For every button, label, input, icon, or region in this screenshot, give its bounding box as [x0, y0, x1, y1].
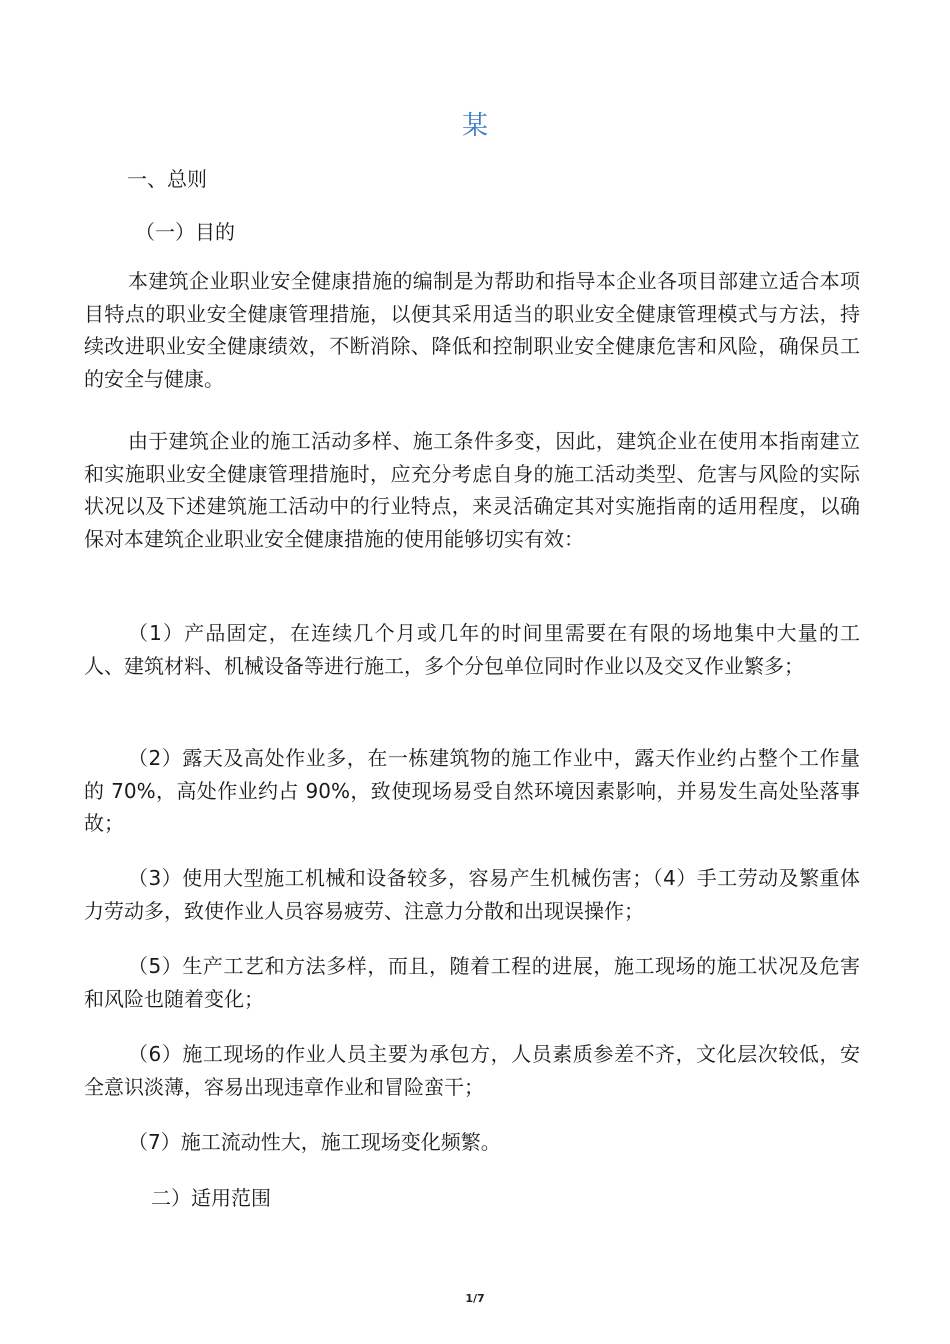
paragraph-usage-guidance: 由于建筑企业的施工活动多样、施工条件多变，因此，建筑企业在使用本指南建立和实施职业安全健康管理措施时，应充分考虑自身的施工活动类型、危害与风险的实际状况以及下述建筑施工活动中的行业特点，来灵活确定其对实施指南的适用程度，以确保对本建筑企业职业安全健康措施的使用能够切实有效： — [84, 429, 860, 551]
page-number: 1/7 — [465, 1292, 485, 1305]
paragraph-item-2: （2）露天及高处作业多，在一栋建筑物的施工作业中，露天作业约占整个工作量的 70%，高处作业约占 90%，致使现场易受自然环境因素影响，并易发生高处坠落事故； — [84, 746, 860, 835]
paragraph-item-7: （7）施工流动性大，施工现场变化频繁。 — [128, 1130, 501, 1154]
paragraph-purpose-intro: 本建筑企业职业安全健康措施的编制是为帮助和指导本企业各项目部建立适合本项目特点的职业安全健康管理措施，以便其采用适当的职业安全健康管理模式与方法，持续改进职业安全健康绩效，不断消除、降低和控制职业安全健康危害和风险，确保员工的安全与健康。 — [84, 269, 860, 391]
paragraph-item-5: （5）生产工艺和方法多样，而且，随着工程的进展，施工现场的施工状况及危害和风险也随着变化； — [84, 954, 860, 1011]
heading-general: 一、总则 — [127, 167, 207, 191]
paragraph-item-1: （1）产品固定，在连续几个月或几年的时间里需要在有限的场地集中大量的工人、建筑材料、机械设备等进行施工，多个分包单位同时作业以及交叉作业繁多； — [84, 621, 860, 678]
paragraph-item-6: （6）施工现场的作业人员主要为承包方，人员素质参差不齐，文化层次较低，安全意识淡薄，容易出现违章作业和冒险蛮干； — [84, 1042, 860, 1099]
heading-purpose: （一）目的 — [135, 220, 235, 244]
paragraph-item-3-4: （3）使用大型施工机械和设备较多，容易产生机械伤害；（4）手工劳动及繁重体力劳动多，致使作业人员容易疲劳、注意力分散和出现误操作； — [84, 866, 860, 923]
document-title: 某 — [461, 111, 488, 141]
heading-scope: 二）适用范围 — [151, 1186, 271, 1210]
